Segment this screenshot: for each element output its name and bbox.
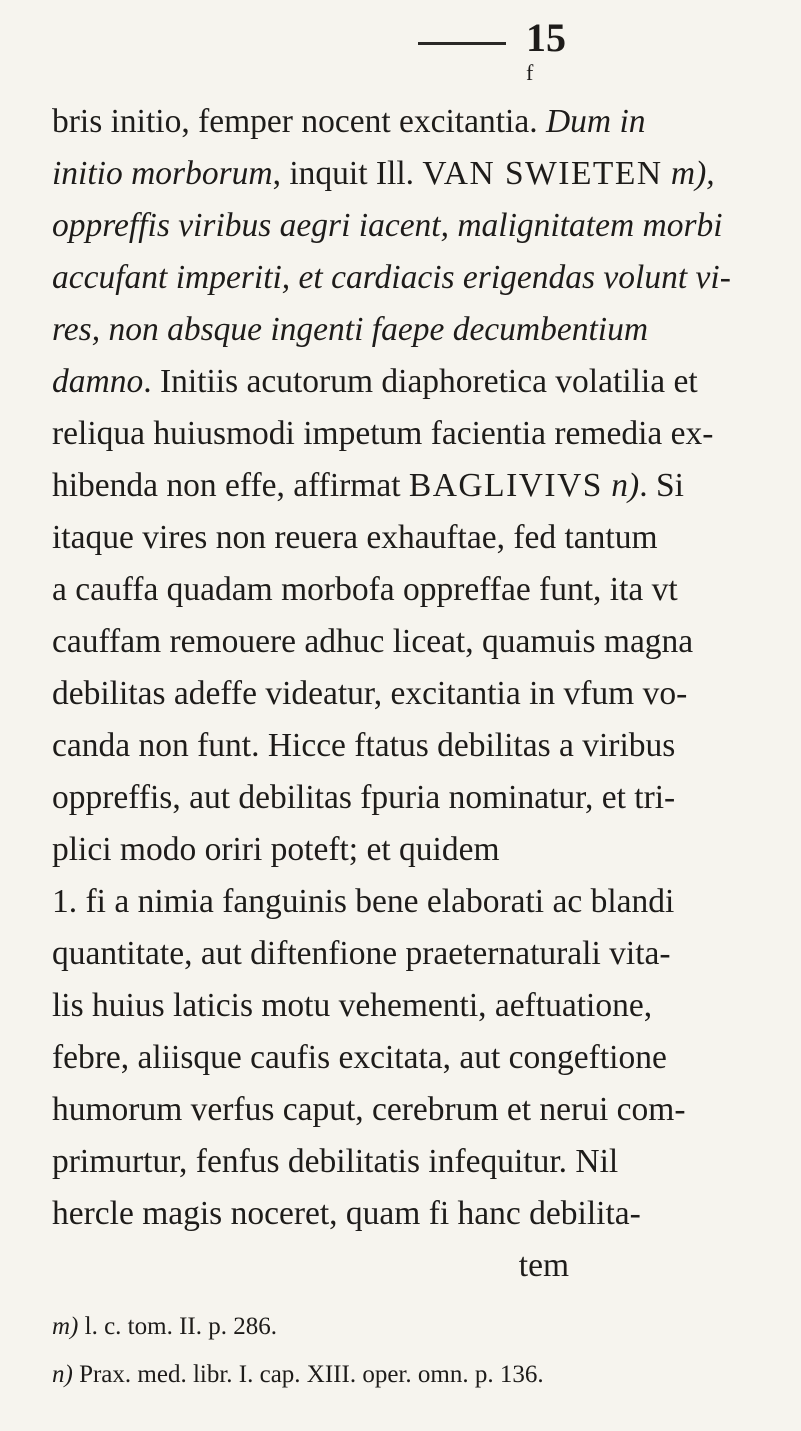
text-line-11: cauffam remouere adhuc liceat, quamuis magna xyxy=(52,623,694,660)
text-line-8: hibenda non effe, affirmat BAGLIVIVS n). Si xyxy=(52,467,684,504)
text-line-6: damno. Initiis acutorum diaphoretica volatilia et xyxy=(52,363,698,400)
header-rule xyxy=(418,42,506,45)
text-line-12: debilitas adeffe videatur, excitantia in vfum vo- xyxy=(52,675,688,712)
text-line-13: canda non funt. Hicce ftatus debilitas a viribus xyxy=(52,727,676,764)
text-line-16: 1. fi a nimia fanguinis bene elaborati ac blandi xyxy=(52,883,675,920)
text-line-1: bris initio, femper nocent excitantia. Dum in xyxy=(52,103,646,140)
text-line-4: accufant imperiti, et cardiacis erigendas volunt vi- xyxy=(52,259,731,296)
signature-mark: f xyxy=(526,60,534,85)
text-line-15: plici modo oriri poteft; et quidem xyxy=(52,831,500,868)
text-line-2: initio morborum, inquit Ill. VAN SWIETEN m), xyxy=(52,155,715,192)
text-line-18: lis huius laticis motu vehementi, aeftuatione, xyxy=(52,987,653,1024)
text-line-7: reliqua huiusmodi impetum facientia remedia ex- xyxy=(52,415,714,452)
text-line-9: itaque vires non reuera exhauftae, fed tantum xyxy=(52,519,658,556)
text-line-14: oppreffis, aut debilitas fpuria nominatur, et tri- xyxy=(52,779,676,816)
footnote-n: n) Prax. med. libr. I. cap. XIII. oper. omn. p. 136. xyxy=(52,1361,544,1388)
footnote-m: m) l. c. tom. II. p. 286. xyxy=(52,1313,277,1340)
text-line-3: oppreffis viribus aegri iacent, malignitatem morbi xyxy=(52,207,723,244)
text-line-21: primurtur, fenfus debilitatis infequitur. Nil xyxy=(52,1143,619,1180)
catchword: tem xyxy=(518,1247,569,1284)
text-line-22: hercle magis noceret, quam fi hanc debilita- xyxy=(52,1195,641,1232)
text-line-5: res, non absque ingenti faepe decumbentium xyxy=(52,311,649,348)
page-number: 15 xyxy=(526,15,566,60)
text-line-17: quantitate, aut diftenfione praeternaturali vita- xyxy=(52,935,671,972)
text-line-19: febre, aliisque caufis excitata, aut congeftione xyxy=(52,1039,667,1076)
text-line-20: humorum verfus caput, cerebrum et nerui com- xyxy=(52,1091,686,1128)
text-line-10: a cauffa quadam morbofa oppreffae funt, ita vt xyxy=(52,571,678,608)
